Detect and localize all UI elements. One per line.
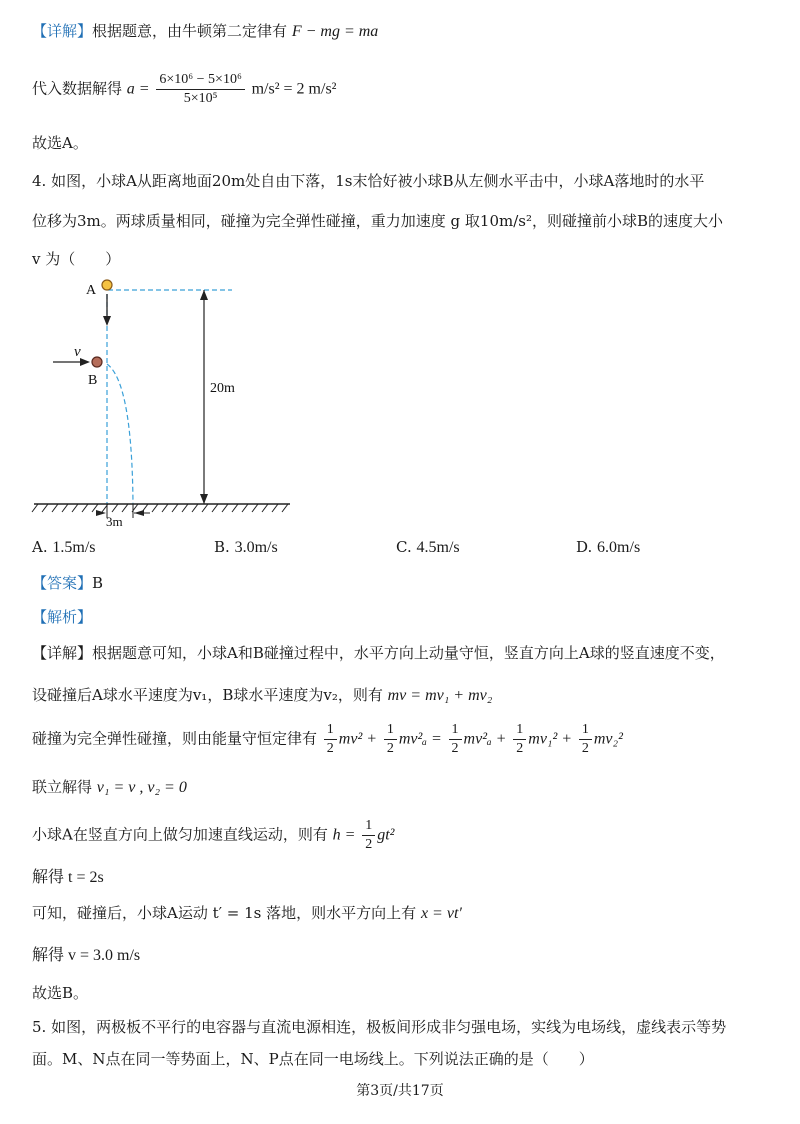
half-num-4: 1	[513, 722, 526, 740]
energy-term-2: mv²ₐ =	[398, 730, 442, 748]
half-den-3: 2	[451, 741, 459, 756]
option-a-letter: A.	[32, 538, 48, 556]
next-question-line-1: 5. 如图，两极板不平行的电容器与直流电源相连，极板间形成非匀强电场，实线为电场线，虚线表示等势	[32, 1018, 727, 1036]
solution-line-4-text: 联立解得	[32, 778, 93, 796]
energy-term-3: mv²ₐ +	[463, 730, 507, 748]
newton-formula: F − mg = ma	[291, 23, 379, 40]
half-fraction-5	[579, 722, 592, 757]
page-footer: 第3页/共17页	[356, 1083, 444, 1099]
solution-line-1-text: 根据题意可知，小球A和B碰撞过程中，水平方向上动量守恒，竖直方向上A球的竖直速度不变，	[92, 644, 725, 662]
half-fraction-6	[362, 818, 375, 853]
solution-line-9: 故选B。	[32, 984, 89, 1002]
a-fraction	[156, 72, 244, 107]
half-fraction-4	[513, 722, 526, 757]
half-num-3: 1	[449, 722, 462, 740]
option-b-letter: B.	[214, 538, 230, 556]
question-line-3: v 为（ ）	[32, 250, 121, 268]
half-den-4: 2	[516, 741, 524, 756]
half-den-1: 2	[326, 741, 334, 756]
half-den-5: 2	[581, 741, 589, 756]
height-arrow-top	[200, 290, 208, 300]
detail-bracket: 【详解】	[32, 22, 93, 40]
label-a: A	[86, 283, 97, 298]
solution-line-3	[32, 722, 623, 757]
h-lhs: h =	[332, 826, 356, 844]
half-fraction-1	[324, 722, 337, 757]
question-line-2: 位移为3m。两球质量相同，碰撞为完全弹性碰撞，重力加速度 g 取10m/s²，则碰撞前小球B的速度大小	[32, 212, 724, 230]
solution-line-2	[32, 684, 492, 705]
horizontal-formula: x = vt′	[420, 905, 462, 922]
solution-line-4	[32, 776, 187, 797]
prev-detail-line	[32, 20, 378, 41]
v-arrowhead	[80, 358, 90, 366]
half-num-1: 1	[324, 722, 337, 740]
solution-line-5	[32, 818, 394, 853]
height-label: 20m	[210, 381, 235, 396]
half-fraction-2	[384, 722, 397, 757]
a-fraction-numerator: 6×10⁶ − 5×10⁶	[156, 72, 244, 90]
a-fraction-denominator: 5×10⁵	[183, 91, 218, 106]
answer-line	[32, 572, 103, 593]
trajectory-curve	[107, 364, 133, 504]
option-a-value: 1.5m/s	[52, 539, 96, 556]
substitute-label: 代入数据解得	[32, 79, 123, 98]
ball-b	[92, 357, 102, 367]
answer-label: 【答案】	[32, 574, 93, 592]
answer-value: B	[92, 574, 104, 592]
solution-line-1	[32, 642, 725, 663]
solution-line-7	[32, 902, 462, 923]
solution-line-2-text: 设碰撞后A球水平速度为v₁，B球水平速度为v₂，则有	[32, 686, 383, 704]
next-question-line-2: 面。M、N点在同一等势面上，N、P点在同一电场线上。下列说法正确的是（ ）	[32, 1050, 594, 1068]
solution-line-8: 解得 v = 3.0 m/s	[32, 947, 141, 964]
half-fraction-3	[449, 722, 462, 757]
analysis-label: 【解析】	[32, 608, 93, 626]
half-den-6: 2	[365, 837, 373, 852]
solution-detail-bracket: 【详解】	[32, 644, 93, 662]
option-d-value: 6.0m/s	[597, 539, 641, 556]
question-line-1: 4. 如图，小球A从距离地面20m处自由下落，1s末恰好被小球B从左侧水平击中，小球A落地时的水平	[32, 172, 705, 190]
energy-term-4: mv₁² +	[528, 730, 573, 748]
solution-line-7-text: 可知，碰撞后，小球A运动 t′ = 1s 落地，则水平方向上有	[32, 904, 417, 922]
solution-line-6: 解得 t = 2s	[32, 869, 104, 886]
height-arrow-bottom	[200, 494, 208, 504]
energy-term-1: mv² +	[338, 730, 378, 748]
option-c	[396, 538, 460, 557]
a-down-arrowhead	[103, 316, 111, 326]
half-num-2: 1	[384, 722, 397, 740]
half-den-2: 2	[386, 741, 394, 756]
option-b	[214, 538, 278, 557]
distance-label: 3m	[106, 514, 123, 529]
gt-term: gt²	[377, 826, 395, 844]
detail-text: 根据题意，由牛顿第二定律有	[92, 22, 288, 40]
option-d	[576, 538, 640, 557]
ground-hatching	[32, 504, 288, 512]
option-c-value: 4.5m/s	[416, 539, 460, 556]
option-c-letter: C.	[396, 538, 412, 556]
solution-line-5-text: 小球A在竖直方向上做匀加速直线运动，则有	[32, 825, 328, 844]
collision-figure	[28, 272, 308, 530]
ball-a	[102, 280, 112, 290]
label-b: B	[88, 373, 98, 388]
momentum-formula: mv = mv₁ + mv₂	[387, 687, 493, 704]
result-formula: v₁ = v , v₂ = 0	[96, 779, 187, 796]
prev-choice: 故选A。	[32, 134, 88, 152]
half-num-6: 1	[362, 818, 375, 836]
solution-line-3-text: 碰撞为完全弹性碰撞，则由能量守恒定律有	[32, 729, 318, 748]
energy-term-5: mv₂²	[593, 730, 623, 748]
dist-arrow-left	[96, 510, 106, 516]
label-v: v	[74, 344, 81, 360]
option-d-letter: D.	[576, 538, 593, 556]
option-a	[32, 538, 96, 557]
substitute-line	[32, 72, 336, 107]
a-lhs: a =	[126, 80, 150, 98]
half-num-5: 1	[579, 722, 592, 740]
option-b-value: 3.0m/s	[234, 539, 278, 556]
a-result: m/s² = 2 m/s²	[251, 80, 337, 98]
